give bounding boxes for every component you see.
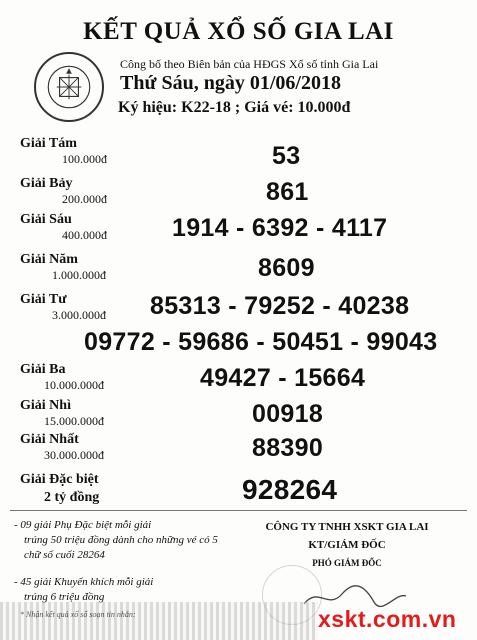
company-name: CÔNG TY TNHH XSKT GIA LAI <box>265 521 429 533</box>
prize-amount: 2 tỷ đồng <box>44 490 100 505</box>
prize-amount: 400.000đ <box>62 228 107 242</box>
publication-note: Công bố theo Biên bản của HĐGS Xổ số tỉnh Gia Lai <box>120 57 379 71</box>
prize-numbers: 861 <box>266 178 309 206</box>
prize-label: Giải Tư <box>20 292 67 307</box>
prize-amount: 200.000đ <box>62 192 107 206</box>
prize-label: Giải Tám <box>20 136 77 151</box>
prize-amount: 10.000.000đ <box>44 378 104 392</box>
gia-lai-lottery-seal <box>34 52 104 122</box>
prize-label: Giải Sáu <box>20 212 72 227</box>
sms-footnote: * Nhận kết quả xổ số soạn tin nhắn: <box>20 610 136 619</box>
prize-numbers: 88390 <box>252 434 324 462</box>
consolation-note <box>14 518 234 563</box>
prize-label: Giải Ba <box>20 362 66 377</box>
signature-block <box>232 518 462 572</box>
encouragement-note-detail: trúng 6 triệu đồng <box>24 591 105 603</box>
prize-numbers: 00918 <box>252 400 324 428</box>
encouragement-note-title: - 45 giải Khuyến khích mỗi giải <box>14 576 154 588</box>
prize-table <box>0 132 477 504</box>
site-watermark: xskt.com.vn <box>318 606 457 632</box>
prize-amount: 100.000đ <box>62 152 107 166</box>
prize-amount: 1.000.000đ <box>52 268 106 282</box>
ticket-code-price: Ký hiệu: K22-18 ; Giá vé: 10.000đ <box>118 99 351 116</box>
prize-numbers: 53 <box>272 142 301 170</box>
prize-amount: 30.000.000đ <box>44 448 104 462</box>
encouragement-note <box>14 575 234 605</box>
prize-label: Giải Bảy <box>20 176 73 191</box>
prize-label: Giải Năm <box>20 252 78 267</box>
prize-label: Giải Nhất <box>20 432 79 447</box>
prize-numbers: 49427 - 15664 <box>200 364 366 392</box>
consolation-note-detail: trúng 50 triệu đồng dành cho những vé có 5 chữ số cuối 28264 <box>24 534 218 561</box>
prize-label: Giải Nhì <box>20 398 71 413</box>
draw-date: Thứ Sáu, ngày 01/06/2018 <box>120 72 341 94</box>
building-emblem-icon <box>36 54 102 120</box>
prize-numbers: 928264 <box>242 474 338 505</box>
prize-numbers: 85313 - 79252 - 40238 <box>150 292 410 320</box>
prize-amount: 15.000.000đ <box>44 414 104 428</box>
divider <box>10 510 467 511</box>
prize-label: Giải Đặc biệt <box>20 472 99 487</box>
signer-role-1: KT/GIÁM ĐỐC <box>308 539 386 551</box>
consolation-note-title: - 09 giải Phụ Đặc biệt mỗi giải <box>14 519 152 531</box>
prize-numbers-line2: 09772 - 59686 - 50451 - 99043 <box>84 328 438 356</box>
signer-role-2: PHÓ GIÁM ĐỐC <box>312 558 382 568</box>
prize-amount: 3.000.000đ <box>52 308 106 322</box>
blurred-footer-area <box>0 602 318 640</box>
prize-numbers: 1914 - 6392 - 4117 <box>172 214 388 242</box>
page-title: KẾT QUẢ XỔ SỐ GIA LAI <box>83 18 394 45</box>
prize-numbers: 8609 <box>258 254 315 282</box>
